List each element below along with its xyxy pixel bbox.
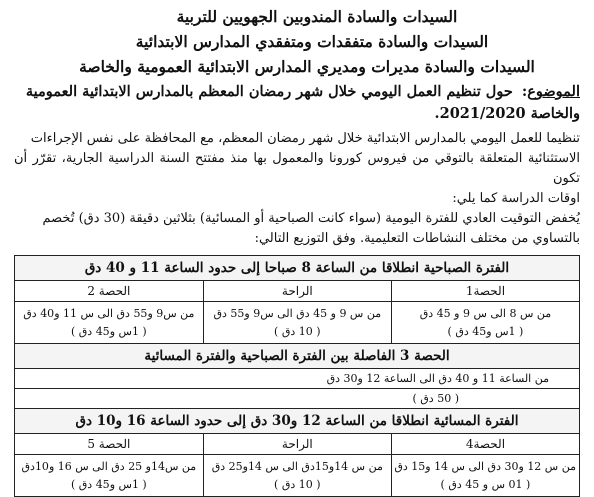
afternoon-col-session-5: الحصة 5 [15,434,204,455]
body-line-2: الاستثنائية المتعلقة بالتوقي من فيروس كورونا والمعمول بها منذ مفتتح السنة الدراسية الجارية، تقرّر أن تكون [14,151,580,186]
afternoon-header: الفترة المسائية انطلاقا من الساعة 12 و30 دق إلى حدود الساعة 16 و10 دق [15,409,580,434]
body-paragraph [14,129,580,209]
break-session-time: من الساعة 11 و 40 دق الى الساعة 12 و30 دق [15,369,580,389]
morning-break-duration: ( 10 دق ) [274,324,321,338]
afternoon-session-4-duration: ( 01 س و 45 دق ) [440,477,531,491]
morning-col-session-1: الحصة1 [391,281,579,302]
schedule-table [14,255,580,497]
addressee-line-3: السيدات والسادة مديرات ومديري المدارس الابتدائية العمومية والخاصة [79,57,535,76]
break-session-duration: ( 50 دق ) [15,389,580,409]
morning-session-2-time: من س9 و55 دق الى س 11 و40 دق [23,306,195,320]
subject-line-1 [14,81,580,103]
afternoon-break-time: من س 14و15دق الى س 14و25 دق [211,459,383,473]
subject-colon: : [521,83,528,100]
afternoon-session-4-time: من س 12 و30 دق الى س 14 و15 دق [394,459,576,473]
reduction-note-line-2: بالتساوي من مختلف النشاطات التعليمية. وفق التوزيع التالي: [254,231,580,246]
addressee-line-2: السيدات والسادة متفقدات ومتفقدي المدارس الابتدائية [135,32,489,51]
afternoon-col-session-4: الحصة4 [391,434,579,455]
morning-session-2-cell [15,302,204,344]
afternoon-break-duration: ( 10 دق ) [274,477,321,491]
break-session-header: الحصة 3 الفاصلة بين الفترة الصباحية والفترة المسائية [15,344,580,369]
afternoon-break-cell [203,455,391,497]
afternoon-session-5-duration: ( 1س و45 دق ) [70,477,147,491]
morning-col-session-2: الحصة 2 [15,281,204,302]
morning-header: الفترة الصباحية انطلاقا من الساعة 8 صباحا إلى حدود الساعة 11 و 40 دق [15,256,580,281]
body-line-3: اوقات الدراسة كما يلي: [452,191,580,206]
subject-line-2: والخاصة 2021/2020. [434,105,580,122]
morning-session-1-duration: ( 1س و45 دق ) [447,324,524,338]
subject-label: الموضوع [527,83,580,100]
morning-session-2-duration: ( 1س و45 دق ) [70,324,147,338]
morning-session-1-cell [391,302,579,344]
subject-text-1: حول تنظيم العمل اليومي خلال شهر رمضان المعظم بالمدارس الابتدائية العمومية [25,83,513,100]
afternoon-col-break: الراحة [203,434,391,455]
morning-break-cell [203,302,391,344]
afternoon-session-5-cell [15,455,204,497]
morning-session-1-time: من س 8 الى س 9 و 45 دق [419,306,552,320]
afternoon-session-5-time: من س14و 25 دق الى س 16 و10دق [21,459,197,473]
reduction-note [14,209,580,249]
reduction-note-line-1: يُخفض التوقيت العادي للفترة اليومية (سواء كانت الصباحية أو المسائية) بثلاثين دقيقة (30 دق) تُخصم [42,211,580,226]
body-line-1: تنظيما للعمل اليومي بالمدارس الابتدائية خلال شهر رمضان المعظم، مع المحافظة على نفس الإجراءات [30,131,580,146]
subject-block [14,81,580,125]
morning-break-time: من س 9 و 45 دق الى س9 و55 دق [213,306,382,320]
afternoon-session-4-cell [391,455,579,497]
morning-col-break: الراحة [203,281,391,302]
addressee-line-1: السيدات والسادة المندوبين الجهويين للتربية [176,7,458,26]
